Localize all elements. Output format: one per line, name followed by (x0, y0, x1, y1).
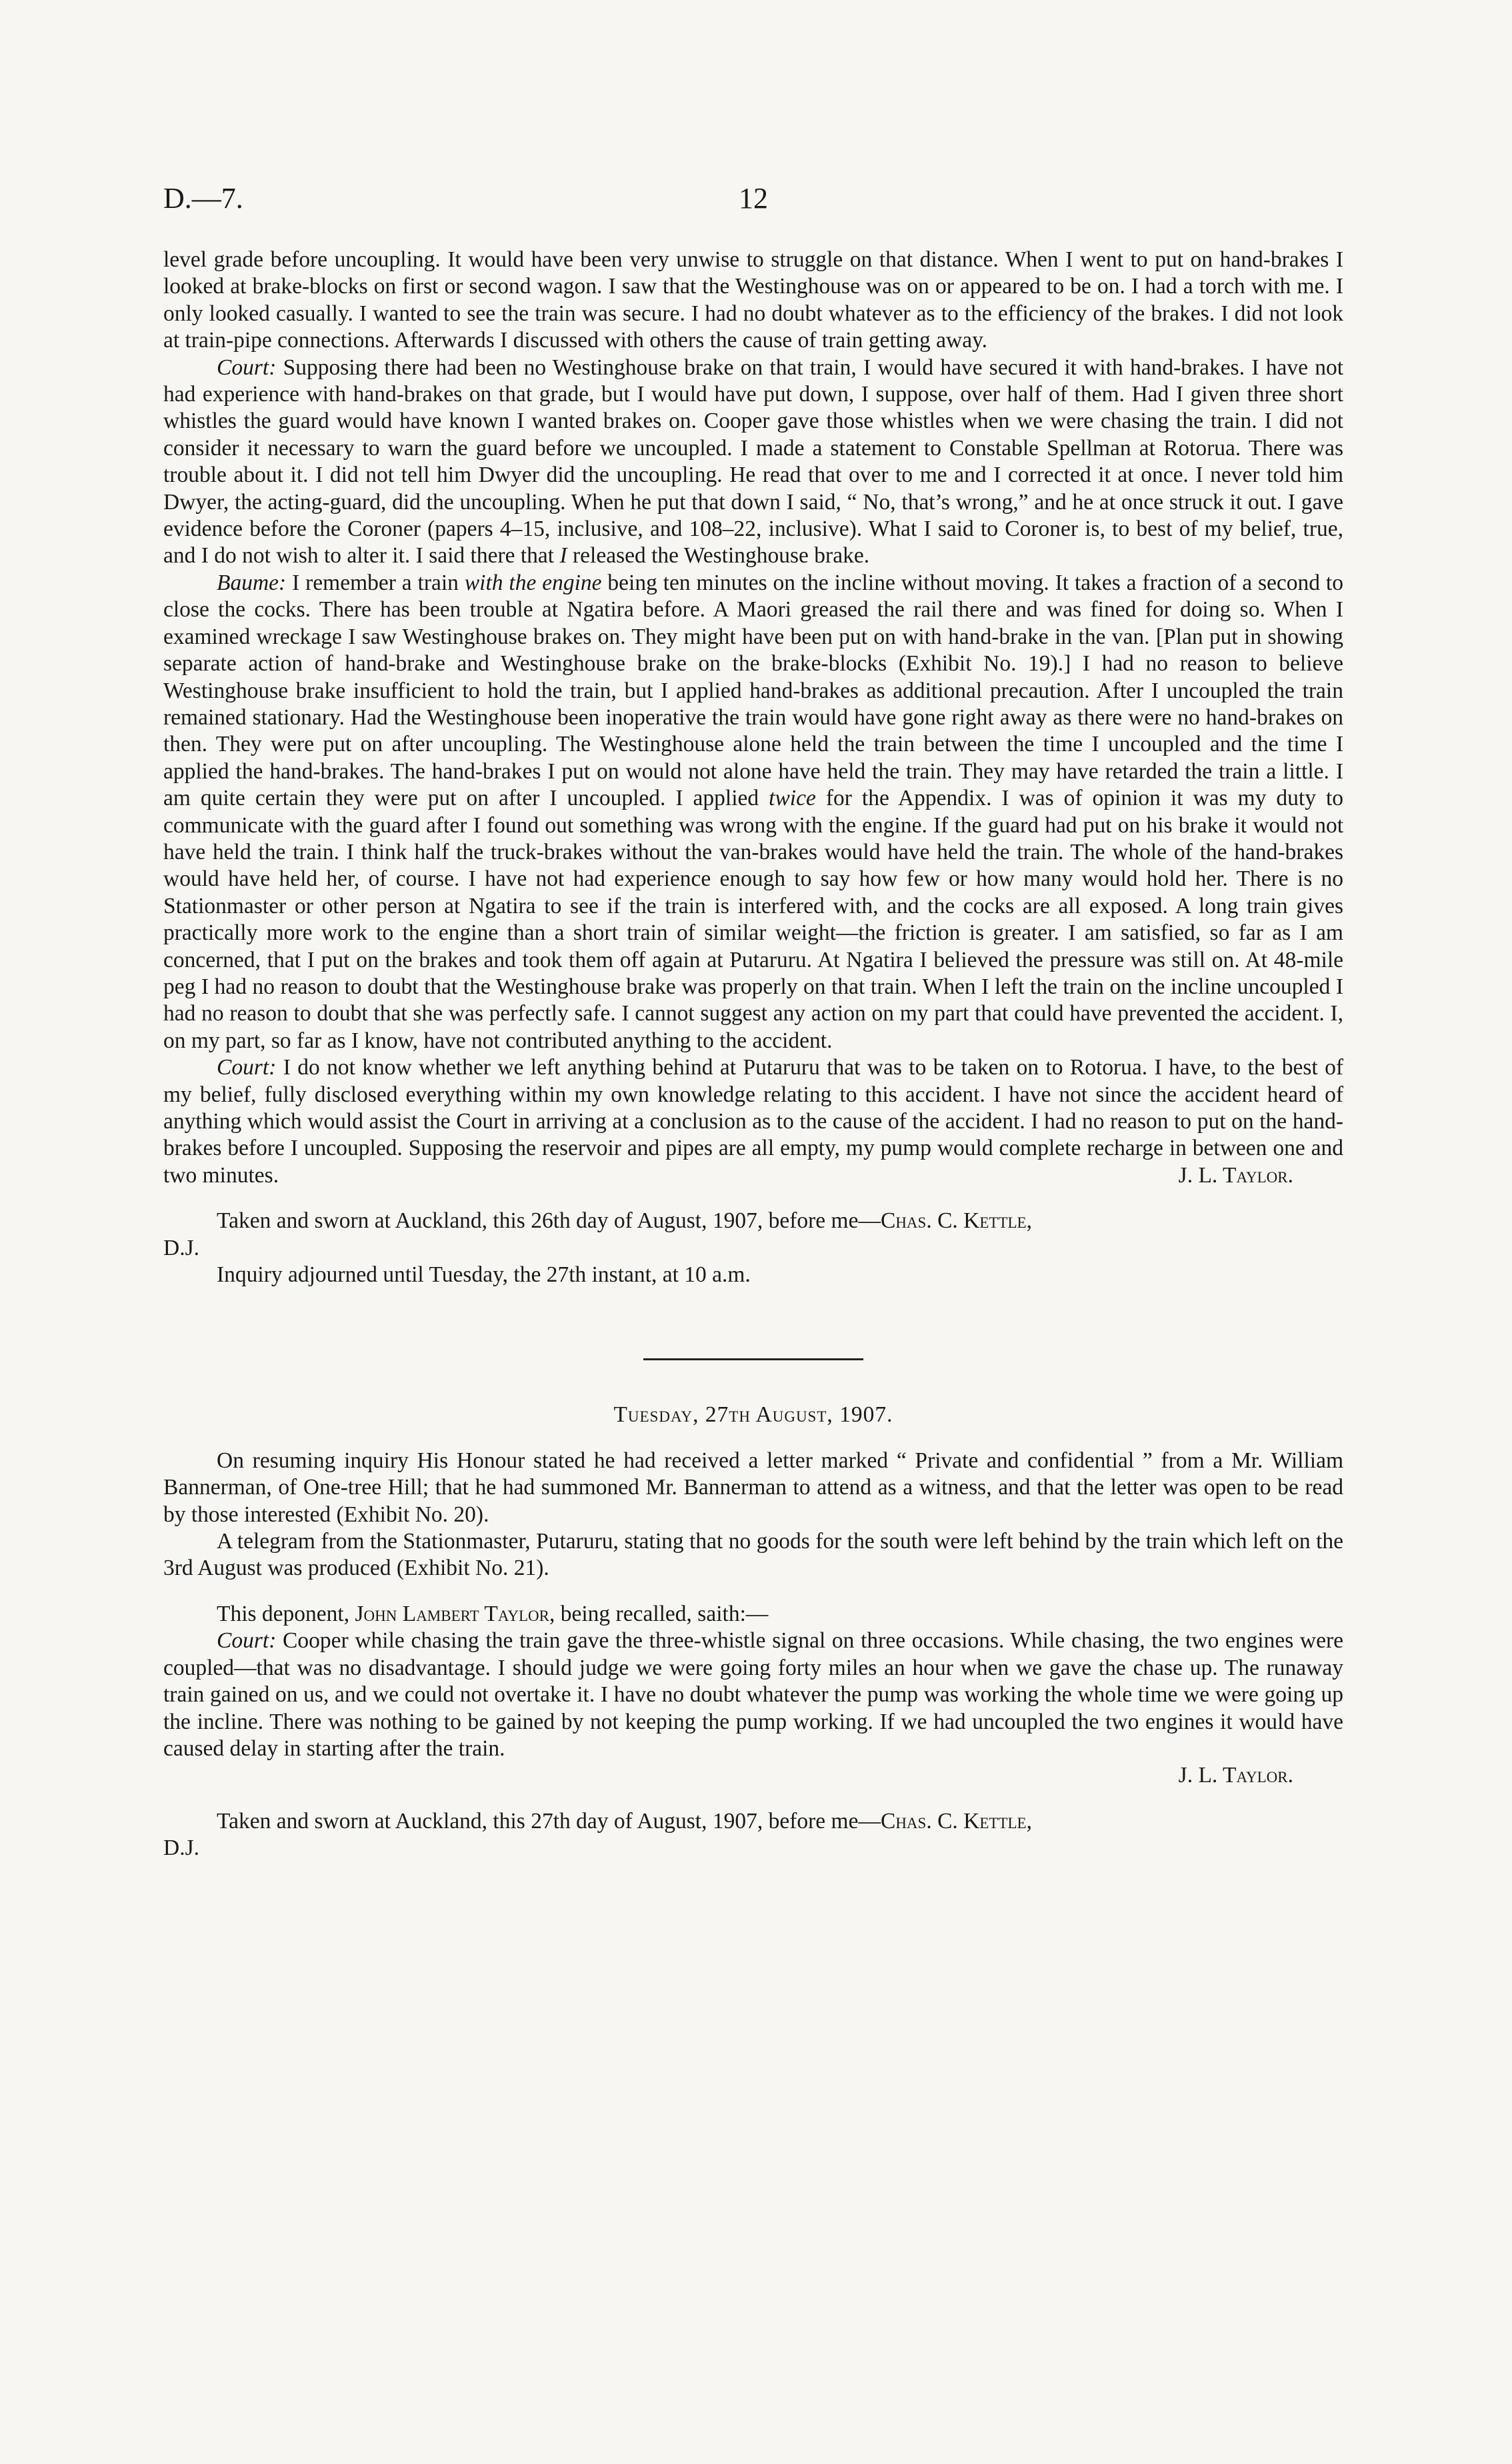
judge-name: Chas. C. Kettle, (880, 1808, 1032, 1834)
paragraph-telegram: A telegram from the Stationmaster, Putaruru, stating that no goods for the south were left behind by the train which left on the 3rd August was produced (Exhibit No. 21). (163, 1529, 1343, 1581)
page-number: 12 (739, 182, 768, 215)
signature: J. L. Taylor. (1178, 1763, 1293, 1788)
speaker-label: Court: (217, 1055, 277, 1080)
deponent-name: John Lambert Taylor (355, 1601, 549, 1626)
speaker-label: Baume: (217, 570, 287, 595)
sworn-statement-2: Taken and sworn at Auckland, this 27th day of August, 1907, before me—Chas. C. Kettle, (217, 1808, 1032, 1834)
paragraph-court-recalled-testimony: Court: Cooper while chasing the train gave the three-whistle signal on three occasions. While chasing, the two engines were coupled—that was no disadvantage. I should judge we were going forty miles an hour when we gave the chase up. The runaway train gained on us, and we could not overtake it. I have no doubt whatever the pump was working the whole time we were going up the incline. There was nothing to be gained by not keeping the pump working. If we had uncoupled the two engines it would have caused delay in starting after the train. (163, 1628, 1343, 1761)
section-divider (643, 1358, 863, 1360)
adjournment-note: Inquiry adjourned until Tuesday, the 27th instant, at 10 a.m. (217, 1262, 751, 1288)
body-text (163, 247, 1343, 1862)
paragraph-resuming-inquiry: On resuming inquiry His Honour stated he had received a letter marked “ Private and confidential ” from a Mr. William Bannerman, of One-tree Hill; that he had summoned Mr. Bannerman to attend as a witness, and that the letter was open to be read by those interested (Exhibit No. 20). (163, 1448, 1343, 1527)
speaker-label: Court: (217, 355, 277, 380)
page-header (163, 181, 1343, 221)
document-reference: D.—7. (163, 182, 243, 215)
paragraph-deponent-recalled: This deponent, John Lambert Taylor, being recalled, saith:— (217, 1601, 769, 1626)
paragraph-court-testimony: Court: Supposing there had been no Westinghouse brake on that train, I would have secured it with hand-brakes. I have not had experience with hand-brakes on that grade, but I would have put down, I suppose, over half of them. Had I given three short whistles the guard would have known I wanted brakes on. Cooper gave those whistles when we were chasing the train. I did not consider it necessary to warn the guard before we uncoupled. I made a statement to Constable Spellman at Rotorua. There was trouble about it. I did not tell him Dwyer did the uncoupling. He read that over to me and I corrected it at once. I never told him Dwyer, the acting-guard, did the uncoupling. When he put that down I said, “ No, that’s wrong,” and he at once struck it out. I gave evidence before the Coroner (papers 4–15, inclusive, and 108–22, inclusive). What I said to Coroner is, to best of my belief, true, and I do not wish to alter it. I said there that I released the Westinghouse brake. (163, 355, 1343, 569)
speaker-label: Court: (217, 1628, 277, 1654)
date-heading: Tuesday, 27th August, 1907. (613, 1402, 893, 1428)
paragraph-continued: level grade before uncoupling. It would have been very unwise to struggle on that distance. When I went to put on hand-brakes I looked at brake-blocks on first or second wagon. I saw that the Westinghouse was on or appeared to be on. I had a torch with me. I only looked casually. I wanted to see the train was secure. I had no doubt whatever as to the efficiency of the brakes. I did not look at train-pipe connections. Afterwards I discussed with others the cause of train getting away. (163, 247, 1343, 353)
sworn-title: D.J. (163, 1235, 199, 1260)
sworn-title: D.J. (163, 1836, 199, 1861)
sworn-statement: Taken and sworn at Auckland, this 26th day of August, 1907, before me—Chas. C. Kettle, (217, 1208, 1032, 1234)
judge-name: Chas. C. Kettle, (880, 1208, 1032, 1234)
signature: J. L. Taylor. (1178, 1162, 1293, 1188)
paragraph-court-testimony-2: Court: I do not know whether we left anything behind at Putaruru that was to be taken on to Rotorua. I have, to the best of my belief, fully disclosed everything within my own knowledge relating to this accident. I have not since the accident heard of anything which would assist the Court in arriving at a conclusion as to the cause of the accident. I had no reason to put on the hand-brakes before I uncoupled. Supposing the reservoir and pipes are all empty, my pump would complete recharge in between one and two minutes. J. L. Taylor. (163, 1054, 1343, 1189)
paragraph-baume-testimony: Baume: I remember a train with the engine being ten minutes on the incline without moving. It takes a fraction of a second to close the cocks. There has been trouble at Ngatira before. A Maori greased the rail there and was fined for doing so. When I examined wreckage I saw Westinghouse brakes on. They might have been put on with hand-brake in the van. [Plan put in showing separate action of hand-brake and Westinghouse brake on the brake-blocks (Exhibit No. 19).] I had no reason to believe Westinghouse brake insufficient to hold the train, but I applied hand-brakes as additional precaution. After I uncoupled the train remained stationary. Had the Westinghouse been inoperative the train would have gone right away as there were no hand-brakes on then. They were put on after uncoupling. The Westinghouse alone held the train between the time I uncoupled and the time I applied the hand-brakes. The hand-brakes I put on would not alone have held the train. They may have retarded the train a little. I am quite certain they were put on after I uncoupled. I applied twice for the Appendix. I was of opinion it was my duty to communicate with the guard after I found out something was wrong with the engine. If the guard had put on his brake it would not have held the train. I think half the truck-brakes without the van-brakes would have held the train. The whole of the hand-brakes would have held her, of course. I have not had experience enough to say how few or how many would hold her. There is no Stationmaster or other person at Ngatira to see if the train is interfered with, and the cocks are all exposed. A long train gives practically more work to the engine than a short train of similar weight—the friction is greater. I am satisfied, so far as I am concerned, that I put on the brakes and took them off again at Putaruru. At Ngatira I believed the pressure was still on. At 48-mile peg I had no reason to doubt that the Westinghouse brake was properly on that train. When I left the train on the incline uncoupled I had no reason to doubt that she was perfectly safe. I cannot suggest any action on my part that could have prevented the accident. I, on my part, so far as I know, have not contributed anything to the accident. (163, 570, 1343, 1053)
